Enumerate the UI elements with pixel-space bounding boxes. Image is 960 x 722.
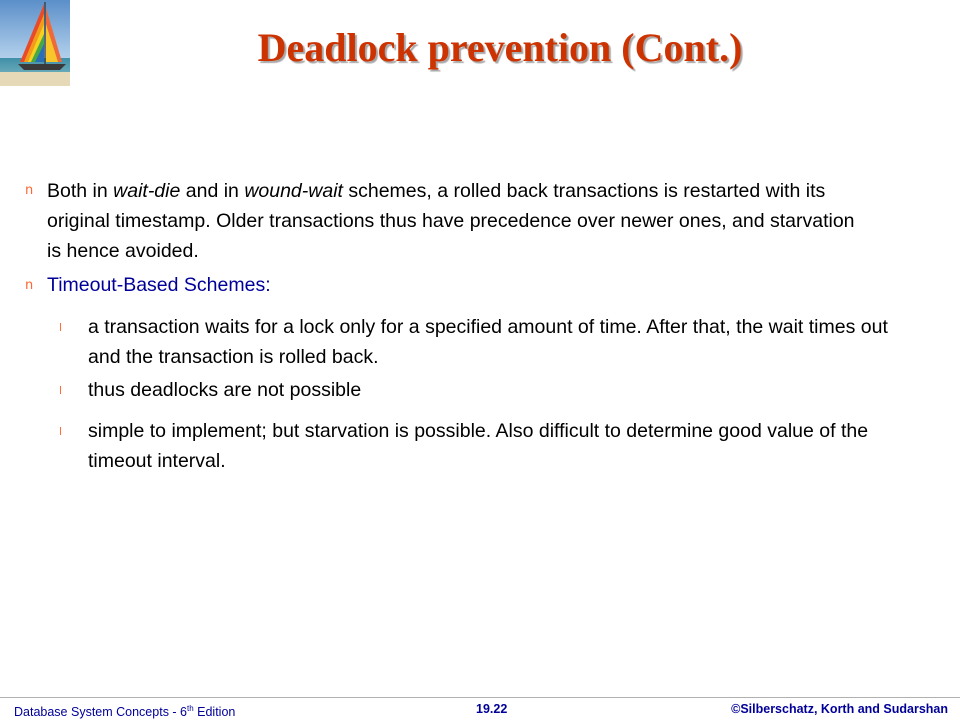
- sub-bullet-simple-implement: simple to implement; but starvation is possible. Also difficult to determine good value of the timeout interval.: [88, 420, 869, 472]
- footer-edition-superscript: th: [187, 704, 194, 713]
- footer-copyright: ©Silberschatz, Korth and Sudarshan: [731, 702, 948, 716]
- text-segment: Both in: [47, 180, 114, 202]
- text-segment: and in: [180, 180, 245, 202]
- footer-edition-text: Edition: [193, 705, 236, 720]
- slide-title: Deadlock prevention (Cont.): [257, 25, 743, 70]
- text-segment: schemes, a rolled back transactions is restarted with its original timestamp. Older transactions thus have precedence over newer ones, and starvation is hence avoided.: [47, 180, 855, 262]
- slide-footer: [0, 697, 960, 720]
- bullet-marker: n: [25, 278, 34, 293]
- bullet-marker: n: [25, 183, 34, 198]
- footer-book-title-text: Database System Concepts - 6: [14, 705, 187, 720]
- sub-bullet-lock-wait: a transaction waits for a lock only for a specified amount of time. After that, the wait times out and the transaction is rolled back.: [88, 316, 888, 368]
- footer-book-title: [14, 699, 235, 722]
- text-segment-italic: wound-wait: [244, 180, 343, 202]
- sub-bullet-no-deadlocks: thus deadlocks are not possible: [88, 379, 362, 401]
- sub-bullet-marker: l: [59, 384, 63, 397]
- text-segment-italic: wait-die: [113, 180, 181, 202]
- sub-bullet-marker: l: [59, 321, 63, 334]
- bullet-heading-timeout-schemes: Timeout-Based Schemes:: [47, 274, 271, 296]
- bullet-text-wait-die-wound-wait: [47, 176, 867, 266]
- page-number: 19.22: [476, 702, 508, 716]
- sub-bullet-marker: l: [59, 425, 63, 438]
